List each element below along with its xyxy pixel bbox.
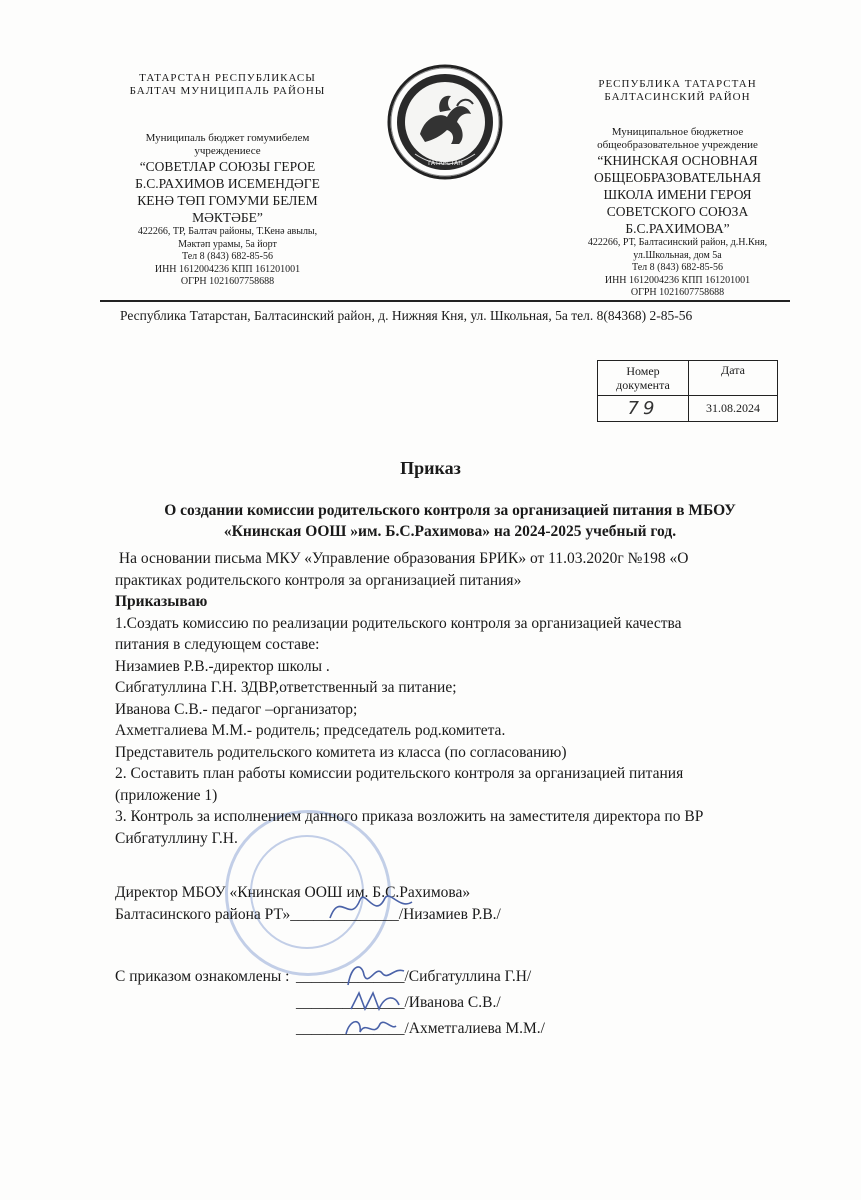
akhmetgalieva-signature-scribble bbox=[340, 1012, 400, 1044]
director-signature-scribble bbox=[320, 880, 420, 930]
member-3: Иванова С.В.- педагог –организатор; bbox=[115, 700, 358, 718]
tatarstan-emblem bbox=[385, 62, 505, 182]
director-line-2: Балтасинского района РТ»______________/Низамиев Р.В./ bbox=[115, 906, 501, 923]
basis-line-2: практиках родительского контроля за организацией питания» bbox=[115, 571, 522, 589]
subject-line-1: О создании комиссии родительского контроля за организацией питания в МБОУ bbox=[164, 502, 736, 519]
header-right-block bbox=[555, 78, 800, 300]
right-org-line-2: общеобразовательное учреждение bbox=[597, 139, 758, 151]
header-divider bbox=[100, 300, 790, 302]
left-org-line-2: учреждениесе bbox=[194, 145, 261, 157]
doc-date-header: Дата bbox=[689, 361, 778, 396]
director-signature-block bbox=[115, 882, 501, 926]
right-contact-line-3: Тел 8 (843) 682-85-56 bbox=[632, 262, 723, 273]
item1-line-2: питания в следующем составе: bbox=[115, 636, 320, 653]
acquainted-2: ______________/Иванова С.В./ bbox=[296, 994, 501, 1011]
doc-date-value: 31.08.2024 bbox=[689, 396, 778, 422]
item3-line-1: 3. Контроль за исполнением данного приказа возложить на заместителя директора по ВР bbox=[115, 808, 704, 825]
header-left-block bbox=[100, 72, 355, 289]
emblem-caption: ТАТАРСТАН bbox=[427, 160, 463, 167]
member-5: Представитель родительского комитета из класса (по согласованию) bbox=[115, 743, 567, 761]
order-body bbox=[115, 548, 795, 849]
page-title: Приказ bbox=[400, 458, 461, 478]
left-contact-line-1: 422266, ТР, Балтач районы, Т.Кенә авылы, bbox=[137, 226, 318, 237]
left-contact-line-2: Мәктәп урамы, 5а йорт bbox=[178, 238, 277, 250]
right-contact-line-1: 422266, РТ, Балтасинский район, д.Н.Кня, bbox=[587, 237, 768, 248]
right-school-line-5: Б.С.РАХИМОВА” bbox=[625, 221, 730, 236]
right-school-line-3: ШКОЛА ИМЕНИ ГЕРОЯ bbox=[603, 187, 752, 202]
left-org-line-1: Муниципаль бюджет гомумибелем bbox=[145, 132, 310, 144]
left-region-line-1: ТАТАРСТАН РЕСПУБЛИКАСЫ bbox=[139, 72, 316, 84]
document-meta-table bbox=[597, 360, 778, 422]
right-contact-line-2: ул.Школьная, дом 5а bbox=[633, 249, 722, 261]
order-word: Приказываю bbox=[115, 593, 208, 610]
left-region-line-2: БАЛТАЧ МУНИЦИПАЛЬ РАЙОНЫ bbox=[129, 85, 326, 97]
right-region-line-2: БАЛТАСИНСКИЙ РАЙОН bbox=[604, 91, 751, 103]
left-contact-line-4: ИНН 1612004236 КПП 161201001 bbox=[154, 263, 301, 275]
doc-number-header: Номер документа bbox=[598, 361, 689, 396]
subject-line-2: «Книнская ООШ »им. Б.С.Рахимова» на 2024-2025 учебный год. bbox=[223, 523, 677, 540]
basis-line-1: На основании письма МКУ «Управление образования БРИК» от 11.03.2020г №198 «О bbox=[115, 550, 689, 567]
member-4: Ахметгалиева М.М.- родитель; председатель род.комитета. bbox=[115, 722, 506, 739]
right-region-line-1: РЕСПУБЛИКА ТАТАРСТАН bbox=[598, 78, 757, 90]
right-contact-line-4: ИНН 1612004236 КПП 161201001 bbox=[604, 274, 751, 286]
right-school-line-2: ОБЩЕОБРАЗОВАТЕЛЬНАЯ bbox=[593, 170, 762, 185]
item2-line-1: 2. Составить план работы комиссии родительского контроля за организацией питания bbox=[115, 765, 684, 782]
doc-number-value: 79 bbox=[598, 396, 689, 422]
right-school-line-4: СОВЕТСКОГО СОЮЗА bbox=[606, 204, 749, 219]
item1-line-1: 1.Создать комиссию по реализации родительского контроля за организацией качества bbox=[115, 614, 682, 632]
left-school-line-2: Б.С.РАХИМОВ ИСЕМЕНДӘГЕ bbox=[135, 176, 320, 191]
address-line: Республика Татарстан, Балтасинский район, д. Нижняя Кня, ул. Школьная, 5а тел. 8(84368) 2-85-56 bbox=[120, 308, 693, 323]
member-1: Низамиев Р.В.-директор школы . bbox=[115, 657, 330, 675]
acquainted-label: С приказом ознакомлены : bbox=[115, 968, 290, 985]
right-contact-line-5: ОГРН 1021607758688 bbox=[630, 287, 725, 298]
member-2: Сибгатуллина Г.Н. ЗДВР,ответственный за питание; bbox=[115, 679, 457, 696]
acquainted-3: ______________/Ахметгалиева М.М./ bbox=[296, 1020, 545, 1037]
left-school-line-4: МӘКТӘБЕ” bbox=[192, 210, 263, 225]
right-school-line-1: “КНИНСКАЯ ОСНОВНАЯ bbox=[597, 153, 758, 168]
left-contact-line-3: Тел 8 (843) 682-85-56 bbox=[182, 251, 273, 262]
acquainted-1: ______________/Сибгатуллина Г.Н/ bbox=[296, 968, 532, 985]
director-line-1: Директор МБОУ «Книнская ООШ им. Б.С.Рахимова» bbox=[115, 884, 471, 901]
item2-line-2: (приложение 1) bbox=[115, 786, 218, 804]
right-org-line-1: Муниципальное бюджетное bbox=[611, 126, 744, 138]
left-school-line-3: КЕНӘ ТӨП ГОМУМИ БЕЛЕМ bbox=[137, 193, 318, 208]
left-school-line-1: “СОВЕТЛАР СОЮЗЫ ГЕРОЕ bbox=[139, 159, 316, 174]
item3-line-2: Сибгатуллину Г.Н. bbox=[115, 829, 238, 847]
left-contact-line-5: ОГРН 1021607758688 bbox=[180, 276, 275, 287]
order-subject bbox=[110, 500, 790, 542]
